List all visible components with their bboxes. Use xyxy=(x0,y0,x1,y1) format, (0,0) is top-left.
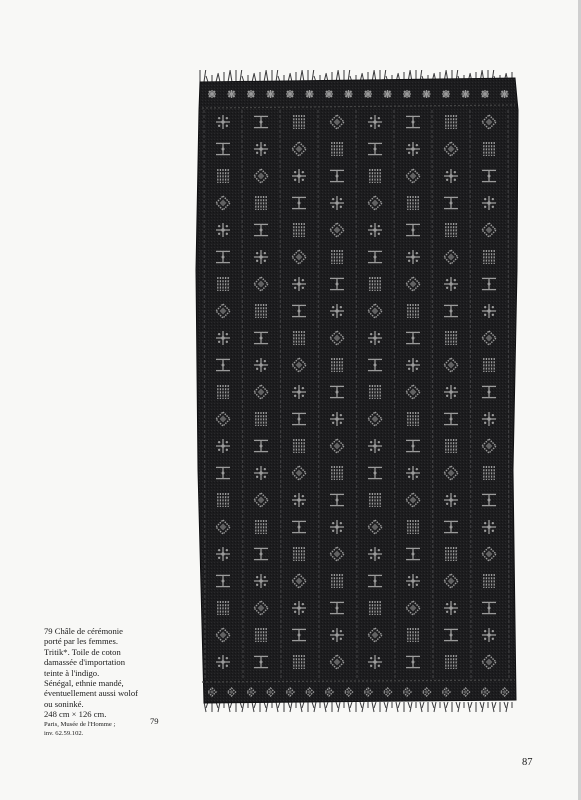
plate-number: 79 xyxy=(150,716,159,726)
caption-line: ou soninké. xyxy=(44,698,84,709)
indigo-shawl-image xyxy=(190,70,525,715)
caption-source: Paris, Musée de l'Homme ; xyxy=(44,720,116,728)
caption-line: porté par les femmes. xyxy=(44,636,118,647)
cross-motif xyxy=(481,90,489,98)
cross-motif xyxy=(208,90,216,98)
cross-motif xyxy=(403,90,411,98)
bottom-fringe xyxy=(204,702,512,712)
cross-motif xyxy=(364,90,372,98)
cross-motif xyxy=(423,90,431,98)
cross-motif xyxy=(267,90,275,98)
cross-motif xyxy=(442,90,450,98)
cross-motif xyxy=(286,90,294,98)
cross-motif xyxy=(501,90,509,98)
cross-motif xyxy=(345,90,353,98)
textile-photograph xyxy=(190,70,525,715)
caption-line: teinte à l'indigo. xyxy=(44,667,100,678)
caption-line: 79 Châle de cérémonie xyxy=(44,626,123,636)
caption-line: Tritik*. Toile de coton xyxy=(44,646,121,657)
caption-line: damassée d'importation xyxy=(44,657,126,668)
caption-inventory: inv. 62.59.102. xyxy=(44,730,84,738)
cross-motif xyxy=(228,90,236,98)
cross-motif xyxy=(247,90,255,98)
page-number: 87 xyxy=(522,757,533,768)
cross-motif xyxy=(462,90,470,98)
cross-motif xyxy=(306,90,314,98)
caption-dimensions: 248 cm × 126 cm. xyxy=(44,709,107,720)
caption-line: Sénégal, ethnie mandé, xyxy=(44,678,124,689)
cross-motif xyxy=(325,90,333,98)
cross-motif xyxy=(384,90,392,98)
caption-line: éventuellement aussi wolof xyxy=(44,688,139,699)
figure-caption xyxy=(44,626,162,739)
